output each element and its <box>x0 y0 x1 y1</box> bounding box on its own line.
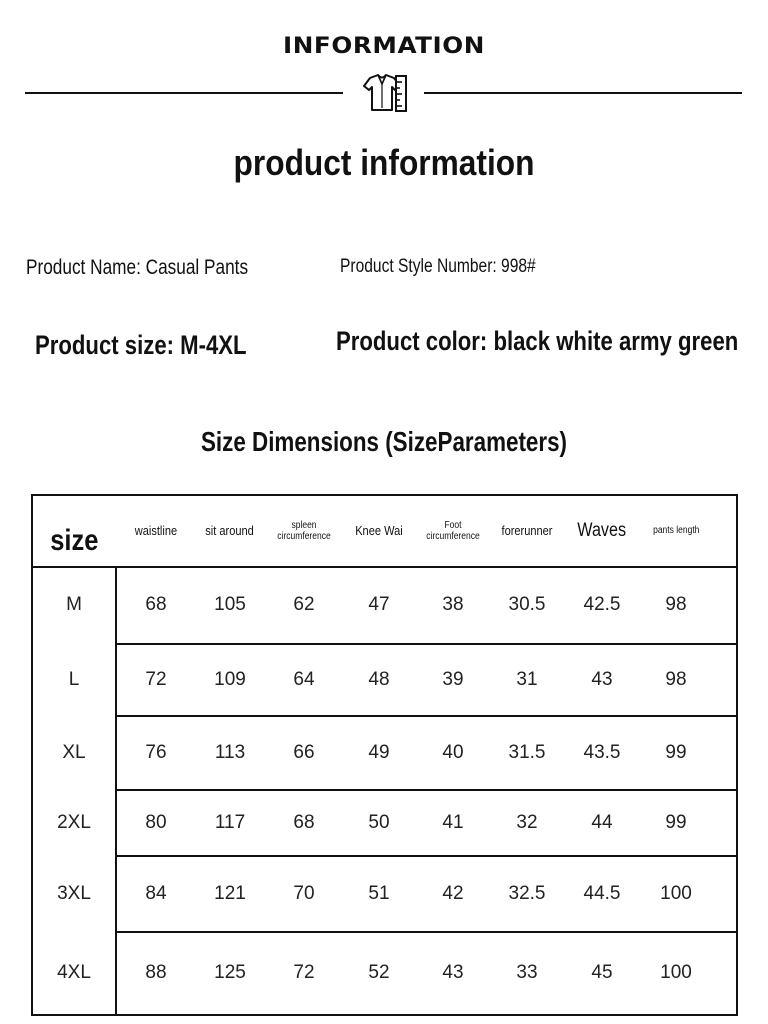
table-cell <box>564 566 640 644</box>
table-cell <box>415 644 491 716</box>
table-cell-text: 31 <box>516 669 538 690</box>
table-cell-text: 88 <box>145 962 167 983</box>
table-cell <box>638 566 714 644</box>
table-cell <box>192 644 268 716</box>
size-table <box>31 494 738 1016</box>
table-cell <box>118 566 194 644</box>
table-cell <box>489 716 565 790</box>
column-header <box>341 496 417 566</box>
table-cell <box>266 790 342 856</box>
table-cell <box>415 566 491 644</box>
column-header <box>266 496 342 566</box>
shirt-ruler-icon <box>358 72 412 114</box>
table-cell <box>118 932 194 1014</box>
table-cell-text: 72 <box>145 669 167 690</box>
table-cell <box>564 856 640 932</box>
table-cell <box>266 566 342 644</box>
size-header-text: size <box>49 523 99 557</box>
table-cell-text: 109 <box>214 669 246 690</box>
table-cell-text: 125 <box>214 962 246 983</box>
table-cell <box>118 644 194 716</box>
table-cell-text: 113 <box>214 742 246 763</box>
product-size: Product size: M-4XL <box>35 330 247 360</box>
table-cell <box>192 790 268 856</box>
table-cell-text: 39 <box>442 669 464 690</box>
table-cell-text: 99 <box>665 812 687 833</box>
table-cell <box>638 644 714 716</box>
table-cell-text: 76 <box>145 742 167 763</box>
table-cell-text: 44.5 <box>583 883 621 904</box>
table-cell-text: 41 <box>442 812 464 833</box>
table-cell <box>341 932 417 1014</box>
table-cell-text: 45 <box>591 962 613 983</box>
size-label <box>33 644 115 716</box>
table-cell-text: 100 <box>660 883 692 904</box>
table-cell-text: 68 <box>293 812 315 833</box>
table-cell-text: 100 <box>660 962 692 983</box>
table-cell <box>638 856 714 932</box>
table-cell <box>489 856 565 932</box>
table-cell <box>415 716 491 790</box>
product-color: Product color: black white army green <box>336 326 739 356</box>
table-cell-text: 62 <box>293 594 315 615</box>
table-cell-text: 98 <box>665 669 687 690</box>
table-cell <box>638 790 714 856</box>
divider-right <box>424 92 742 94</box>
size-label-text: XL <box>62 742 86 763</box>
table-cell-text: 43.5 <box>583 742 621 763</box>
table-cell-text: 66 <box>293 742 315 763</box>
table-cell-text: 52 <box>368 962 390 983</box>
table-cell <box>489 644 565 716</box>
table-cell-text: 70 <box>293 883 315 904</box>
table-cell <box>415 790 491 856</box>
table-cell-text: 43 <box>591 669 613 690</box>
table-cell-text: 49 <box>368 742 390 763</box>
table-cell <box>489 790 565 856</box>
table-cell <box>341 856 417 932</box>
table-cell <box>489 566 565 644</box>
column-header <box>118 496 194 566</box>
table-cell <box>266 644 342 716</box>
table-cell-text: 38 <box>442 594 464 615</box>
size-label <box>33 716 115 790</box>
table-cell-text: 42 <box>442 883 464 904</box>
column-header <box>192 496 268 566</box>
table-cell-text: 80 <box>145 812 167 833</box>
table-cell <box>118 790 194 856</box>
table-cell <box>341 566 417 644</box>
table-cell <box>118 856 194 932</box>
size-label-text: 3XL <box>57 883 91 904</box>
table-cell-text: 68 <box>145 594 167 615</box>
table-cell-text: 51 <box>368 883 390 904</box>
size-section-title: Size Dimensions (SizeParameters) <box>200 426 567 457</box>
column-header-text: Foot circumference <box>426 519 480 542</box>
table-cell-text: 50 <box>368 812 390 833</box>
table-cell <box>192 566 268 644</box>
table-cell <box>192 932 268 1014</box>
table-cell <box>118 716 194 790</box>
table-cell <box>638 932 714 1014</box>
column-header <box>415 496 491 566</box>
column-header <box>564 496 640 566</box>
size-label-text: 2XL <box>57 812 91 833</box>
column-header-text: waistline <box>134 522 178 538</box>
table-cell-text: 64 <box>293 669 315 690</box>
table-cell-text: 33 <box>516 962 538 983</box>
table-cell-text: 31.5 <box>508 742 546 763</box>
column-header-text: pants length <box>652 525 700 537</box>
table-cell-text: 47 <box>368 594 390 615</box>
table-cell <box>341 716 417 790</box>
size-label-text: M <box>66 594 82 615</box>
table-cell <box>638 716 714 790</box>
table-cell <box>564 644 640 716</box>
table-cell-text: 43 <box>442 962 464 983</box>
product-style-number: Product Style Number: 998# <box>340 256 536 277</box>
table-cell-text: 40 <box>442 742 464 763</box>
column-header-text: Knee Wai <box>355 522 403 538</box>
table-cell <box>266 856 342 932</box>
column-header-text: spleen circumference <box>277 519 331 542</box>
table-cell-text: 84 <box>145 883 167 904</box>
column-header <box>638 496 714 566</box>
table-cell-text: 99 <box>665 742 687 763</box>
table-cell <box>415 932 491 1014</box>
column-header-text: Waves <box>577 520 627 542</box>
size-label <box>33 790 115 856</box>
divider-left <box>25 92 343 94</box>
table-cell <box>266 716 342 790</box>
table-cell-text: 30.5 <box>508 594 546 615</box>
table-cell <box>341 790 417 856</box>
table-cell <box>192 716 268 790</box>
product-name: Product Name: Casual Pants <box>26 256 249 279</box>
column-header <box>489 496 565 566</box>
column-header-text: forerunner <box>501 522 553 538</box>
table-cell <box>341 644 417 716</box>
table-cell <box>415 856 491 932</box>
size-label <box>33 856 115 932</box>
size-label-text: L <box>68 669 80 690</box>
table-cell-text: 48 <box>368 669 390 690</box>
size-label <box>33 932 115 1014</box>
table-cell <box>564 790 640 856</box>
table-cell-text: 105 <box>214 594 246 615</box>
table-cell <box>564 932 640 1014</box>
table-cell-text: 121 <box>214 883 246 904</box>
table-cell-text: 32 <box>516 812 538 833</box>
table-cell-text: 42.5 <box>583 594 621 615</box>
table-cell-text: 117 <box>214 812 246 833</box>
table-cell-text: 72 <box>293 962 315 983</box>
size-label <box>33 566 115 644</box>
page-heading: product information <box>233 142 535 183</box>
table-cell-text: 98 <box>665 594 687 615</box>
table-cell-text: 32.5 <box>508 883 546 904</box>
table-cell <box>266 932 342 1014</box>
table-cell <box>489 932 565 1014</box>
table-cell-text: 44 <box>591 812 613 833</box>
column-header-text: sit around <box>205 522 255 538</box>
banner-title: INFORMATION <box>283 34 485 59</box>
table-cell <box>192 856 268 932</box>
table-cell <box>564 716 640 790</box>
size-label-text: 4XL <box>57 962 91 983</box>
